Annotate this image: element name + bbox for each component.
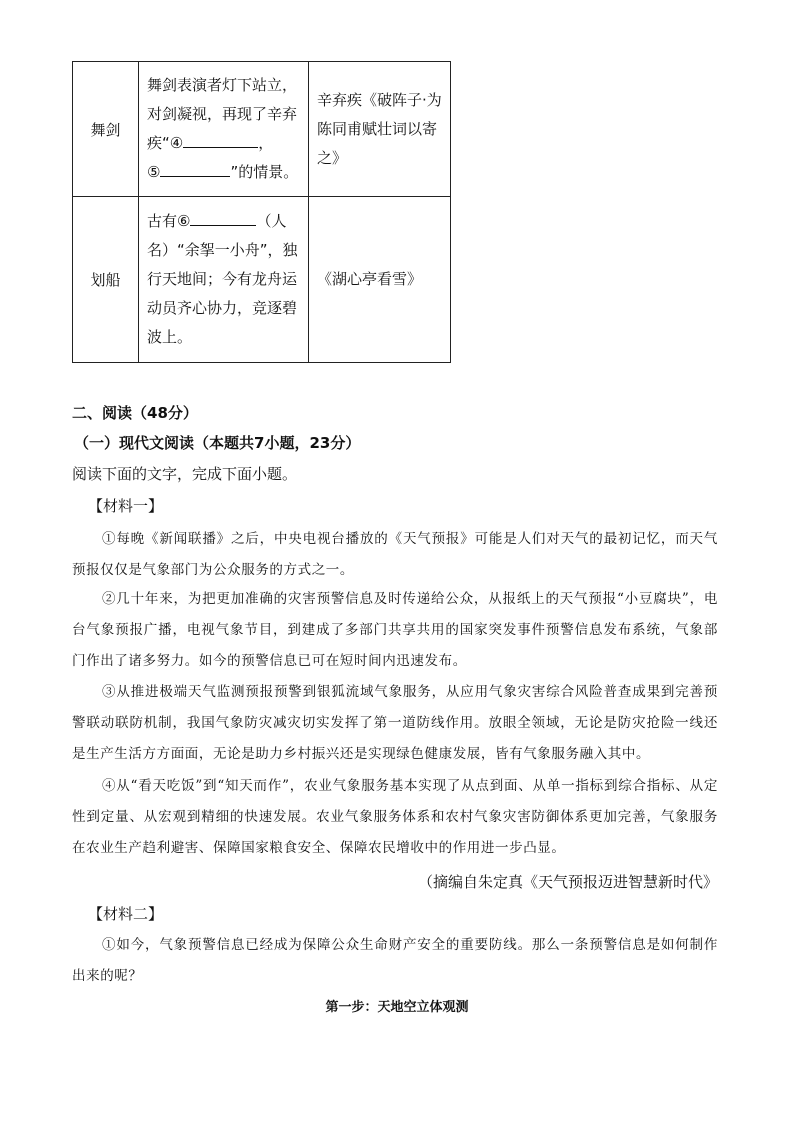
description-cell <box>139 197 309 363</box>
source-cell <box>309 62 451 197</box>
table-row <box>73 197 451 363</box>
source-text: 《湖心亭看雪》 <box>317 270 423 288</box>
instruction-text: 阅读下面的文字，完成下面小题。 <box>72 465 298 483</box>
category-label: 划船 <box>90 271 121 289</box>
material-1-paragraph-1: ①每晚《新闻联播》之后，中央电视台播放的《天气预报》可能是人们对天气的最初记忆，而天气预报仅仅是气象部门为公众服务的方式之一。 <box>72 531 718 578</box>
step-heading: 第一步：天地空立体观测 <box>325 1000 469 1015</box>
subsection-heading: （一）现代文阅读（本题共7小题，23分） <box>74 434 361 452</box>
material-1-source: （摘编自朱定真《天气预报迈进智慧新时代》 <box>417 873 718 891</box>
source-cell <box>309 197 451 363</box>
material-1-paragraph-3: ③从推进极端天气监测预报预警到银狐流域气象服务，从应用气象灾害综合风险普查成果到完善预警联动联防机制，我国气象防灾减灾切实发挥了第一道防线作用。放眼全领域，无论是防灾抢险一线还是生产生活方方面面，无论是助力乡村振兴还是实现绿色健康发展，皆有气象服务融入其中。 <box>72 684 718 762</box>
category-cell <box>73 62 139 197</box>
blank-6[interactable] <box>190 211 256 226</box>
table-row <box>73 62 451 197</box>
description-text: 古有⑥ （人名）“余挐一小舟”，独行天地间；今有龙舟运动员齐心协力，竞逐碧波上。 <box>147 212 298 346</box>
material-1-paragraph-4: ④从“看天吃饭”到“知天而作”，农业气象服务基本实现了从点到面、从单一指标到综合指标、从定性到定量、从宏观到精细的快速发展。农业气象服务体系和农村气象灾害防御体系更加完善，气象服务在农业生产趋利避害、保障国家粮食安全、保障农民增收中的作用进一步凸显。 <box>72 778 718 856</box>
source-text: 辛弃疾《破阵子·为陈同甫赋壮词以寄之》 <box>317 90 442 167</box>
blank-4[interactable] <box>183 133 258 148</box>
material-2-paragraph-1: ①如今，气象预警信息已经成为保障公众生命财产安全的重要防线。那么一条预警信息是如何制作出来的呢？ <box>72 937 718 984</box>
material-1-label: 【材料一】 <box>88 497 164 515</box>
arts-activity-table <box>72 61 451 363</box>
material-2-label: 【材料二】 <box>88 905 164 923</box>
description-cell <box>139 62 309 197</box>
material-1-paragraph-2: ②几十年来，为把更加准确的灾害预警信息及时传递给公众，从报纸上的天气预报“小豆腐块”，电台气象预报广播，电视气象节目，到建成了多部门共享共用的国家突发事件预警信息发布系统，气象部门作出了诸多努力。如今的预警信息已可在短时间内迅速发布。 <box>72 591 718 669</box>
description-text: 舞剑表演者灯下站立，对剑凝视，再现了辛弃疾“④ ， ⑤ ”的情景。 <box>147 76 299 181</box>
section-heading: 二、阅读（48分） <box>72 404 198 422</box>
category-label: 舞剑 <box>90 120 121 139</box>
category-cell <box>73 197 139 363</box>
blank-5[interactable] <box>160 162 230 177</box>
